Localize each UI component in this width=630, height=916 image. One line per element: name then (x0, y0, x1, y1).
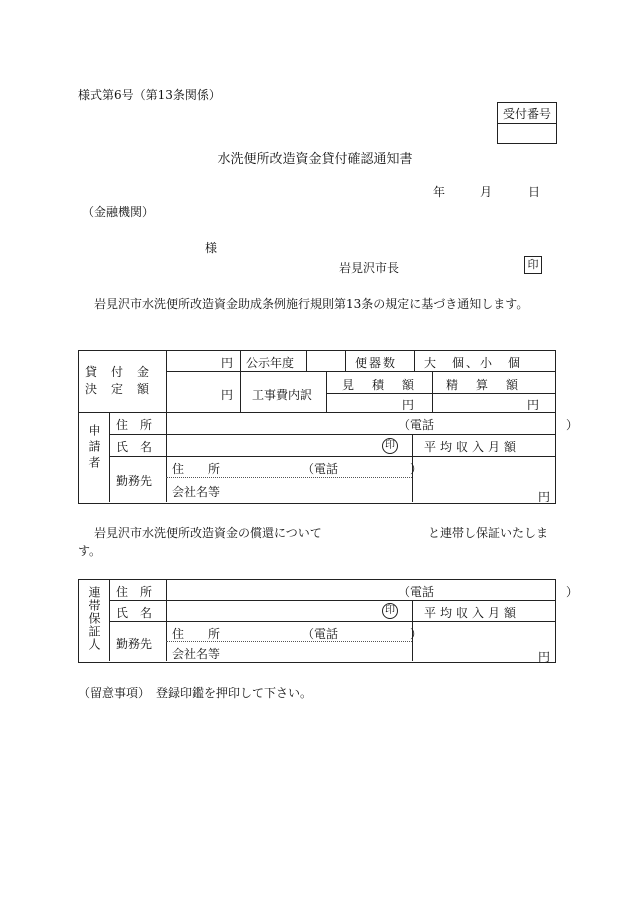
date-month: 月 (480, 185, 493, 199)
guarantor-company-label: 会社名等 (172, 647, 221, 661)
applicant-seal: 印 (382, 438, 398, 454)
applicant-income-yen: 円 (538, 490, 551, 504)
guarantor-income-yen: 円 (538, 650, 551, 664)
guarantor-work-phone: （電話 ） (302, 627, 423, 641)
toilet-count-detail: 大 個、小 個 (424, 356, 523, 370)
applicant-section-label: 申請者 (87, 424, 101, 472)
applicant-work-phone: （電話 ） (302, 462, 423, 476)
applicant-phone: （電話 ） (398, 418, 579, 432)
applicant-work-address-label: 住 所 (172, 462, 221, 476)
note: （留意事項） 登録印鑑を押印して下さい。 (78, 686, 313, 700)
date-year: 年 (433, 185, 446, 199)
construction-breakdown-label: 工事費内訳 (252, 388, 313, 402)
loan-yen-1: 円 (221, 356, 234, 370)
loan-label-2: 決 定 額 (85, 382, 151, 396)
issuer-seal: 印 (524, 256, 542, 274)
guarantor-avg-income-label: 平均収入月額 (424, 606, 521, 620)
notice-text: 岩見沢市水洗便所改造資金助成条例施行規則第13条の規定に基づき通知します。 (94, 297, 529, 311)
reception-number-box (497, 102, 557, 144)
guarantor-work-address-label: 住 所 (172, 627, 221, 641)
guarantor-seal: 印 (382, 603, 398, 619)
guarantor-section-label: 連帯保証人 (87, 586, 101, 651)
document-title: 水洗便所改造資金貸付確認通知書 (217, 152, 413, 167)
guarantor-name-label: 氏 名 (116, 606, 153, 620)
settlement-label: 精 算 額 (446, 378, 522, 392)
applicant-workplace-label: 勤務先 (116, 474, 153, 488)
settlement-yen: 円 (527, 398, 540, 412)
honorific: 様 (205, 241, 218, 255)
toilet-count-label: 便器数 (355, 356, 398, 370)
loan-label-1: 貸 付 金 (85, 365, 151, 379)
guarantee-text-3: す。 (78, 544, 102, 558)
reception-number-label: 受付番号 (502, 107, 551, 121)
applicant-name-label: 氏 名 (116, 440, 153, 454)
estimate-label: 見 積 額 (342, 378, 418, 392)
applicant-company-label: 会社名等 (172, 485, 221, 499)
estimate-yen: 円 (402, 398, 415, 412)
guarantor-workplace-label: 勤務先 (116, 637, 153, 651)
recipient-label: （金融機関） (82, 205, 155, 219)
loan-yen-2: 円 (221, 388, 234, 402)
applicant-address-label: 住 所 (116, 418, 153, 432)
guarantor-address-label: 住 所 (116, 585, 153, 599)
guarantee-text-1: 岩見沢市水洗便所改造資金の償還について (94, 526, 322, 540)
guarantee-text-2: と連帯し保証いたしま (428, 526, 549, 540)
public-year-label: 公示年度 (246, 356, 295, 370)
form-number: 様式第6号（第13条関係） (78, 88, 221, 102)
date-day: 日 (528, 185, 541, 199)
applicant-avg-income-label: 平均収入月額 (424, 440, 521, 454)
issuer: 岩見沢市長 (339, 261, 400, 275)
guarantor-phone: （電話 ） (398, 585, 579, 599)
